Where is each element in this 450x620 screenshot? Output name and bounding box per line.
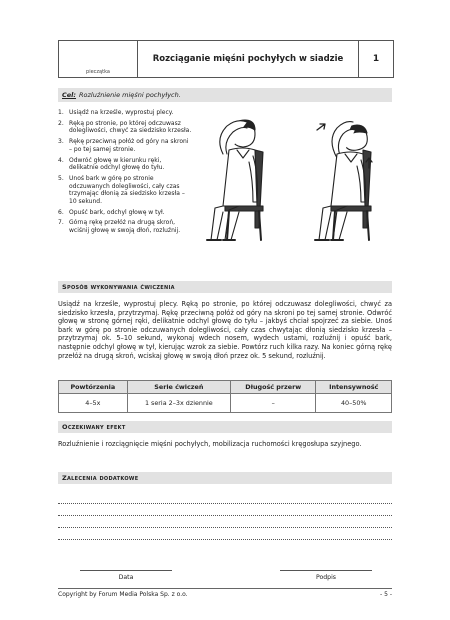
- effect-text: Rozluźnienie i rozciągnięcie mięśni pochyłych, mobilizacja ruchomości kręgosłupa szyjnego.: [58, 440, 362, 448]
- params-table: [58, 380, 392, 413]
- note-line: [58, 503, 392, 504]
- goal-text: Rozluźnienie mięśni pochyłych.: [79, 91, 181, 99]
- step-item: 3. Rękę przeciwną połóż od góry na skroni – po tej samej stronie.: [58, 138, 189, 153]
- sheet-number: 1: [372, 54, 380, 64]
- note-line: [58, 539, 392, 540]
- figure-seated-1: [207, 120, 263, 240]
- recommendations-heading-bar: [58, 472, 392, 484]
- method-heading-bar: [58, 281, 392, 293]
- signature-line: [280, 570, 372, 571]
- copyright: Copyright by Forum Media Polska Sp. z o.o.: [58, 591, 188, 598]
- step-item: 1. Usiądź na krześle, wyprostuj plecy.: [58, 109, 174, 116]
- figure-seated-2: [315, 122, 372, 240]
- sheet-title: Rozciąganie mięśni pochyłych w siadzie: [138, 41, 359, 77]
- col-header: Intensywność: [316, 381, 392, 394]
- table-row: [59, 394, 392, 413]
- table-cell: –: [231, 394, 316, 413]
- date-label: Data: [118, 574, 134, 581]
- goal-label: Cel:: [62, 91, 77, 99]
- effect-heading: Oczekiwany efekt: [62, 423, 126, 431]
- table-cell: 4–5x: [59, 394, 128, 413]
- step-item: 7. Górną rękę przełóż na drugą skroń, wciśnij głowę w swoją dłoń, rozluźnij.: [58, 219, 181, 235]
- step-item: 4. Odwróć głowę w kierunku ręki, delikatnie odchyl głowę do tyłu.: [58, 156, 165, 172]
- signature-label: Podpis: [315, 574, 337, 581]
- method-heading: Sposób wykonywania ćwiczenia: [62, 283, 175, 291]
- table-cell: 40–50%: [316, 394, 392, 413]
- stamp-area: [59, 41, 138, 77]
- params-header-row: [59, 381, 392, 394]
- note-line: [58, 515, 392, 516]
- col-header: Długość przerw: [231, 381, 316, 394]
- recommendations-heading: Zalecenia dodatkowe: [62, 474, 139, 482]
- effect-heading-bar: [58, 421, 392, 433]
- col-header: Powtórzenia: [59, 381, 128, 394]
- header-box: [58, 40, 394, 78]
- step-item: 2. Ręką po stronie, po której odczuwasz dolegliwości, chwyć za siedzisko krzesła.: [58, 119, 192, 135]
- footer: [58, 588, 392, 598]
- date-line: [80, 570, 172, 571]
- page-number: - 5 -: [380, 591, 392, 598]
- exercise-illustration: [193, 110, 393, 260]
- step-item: 6. Opuść bark, odchyl głowę w tył.: [58, 208, 165, 216]
- table-cell: 1 seria 2–3x dziennie: [127, 394, 230, 413]
- method-text: Usiądź na krześle, wyprostuj plecy. Ręką po stronie, po której odczuwasz dolegliwości, chwyć za siedzisko krzesła, przytrzymaj. Rękę przeciwną połóż od góry na skroni po tej samej stronie. Odwróć głowę w stronę górnej ręki, delikatnie odchyl głowę do tyłu – jakbyś chciał spojrzeć za siebie. Unoś bark w górę po stronie odczuwanych dolegliwości, cały czas chwytając dłonią siedzisko krzesła – przytrzymaj ok. 5–10 sekund, wykonaj wdech nosem, wydech ustami, rozluźnij i opuść bark, następnie odchyl głowę w tył, kierując wzrok za siebie. Powtórz ruch kilka razy. Na koniec górną rękę przełóż na drugą skroń, wciskaj głowę w swoją dłoń przez ok. 5 sekund, rozluźnij.: [58, 300, 392, 360]
- col-header: Serie ćwiczeń: [127, 381, 230, 394]
- steps-list: [58, 109, 192, 238]
- step-item: 5. Unoś bark w górę po stronie odczuwanych dolegliwości, cały czas trzymając dłonią za siedzisko krzesła – 10 sekund.: [58, 174, 185, 206]
- note-line: [58, 527, 392, 528]
- goal-bar: [58, 88, 392, 102]
- stamp-label: pieczątka: [86, 69, 110, 75]
